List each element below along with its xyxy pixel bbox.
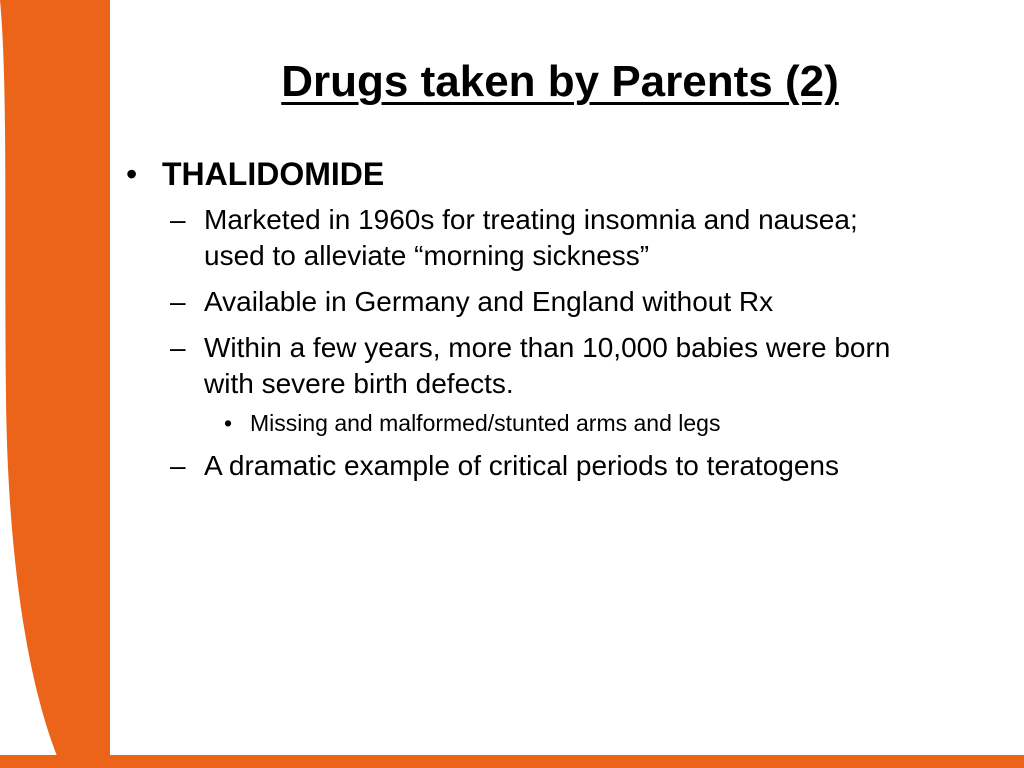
slide-title: Drugs taken by Parents (2) <box>281 57 839 106</box>
dash-marker: – <box>170 332 186 363</box>
bullet-list <box>126 152 1006 494</box>
sub-sub-bullet-text: Missing and malformed/stunted arms and legs <box>250 410 721 436</box>
bullet-marker: • <box>224 410 233 436</box>
sub-bullet-text: Available in Germany and England without Rx <box>204 286 774 317</box>
sub-bullet-item <box>170 284 1006 320</box>
bottom-orange-bar <box>0 755 1024 768</box>
sub-bullet-item <box>170 330 1006 402</box>
sub-bullet-text: A dramatic example of critical periods to teratogens <box>204 450 839 481</box>
sub-bullet-item <box>170 448 1006 484</box>
sub-sub-bullet-item <box>224 408 1006 438</box>
bullet-text: THALIDOMIDE <box>162 156 385 192</box>
bullet-marker: • <box>126 156 138 192</box>
dash-marker: – <box>170 286 186 317</box>
left-orange-band <box>0 0 110 768</box>
sub-bullet-item <box>170 202 1006 274</box>
dash-marker: – <box>170 450 186 481</box>
sub-bullet-text: Within a few years, more than 10,000 babies were born with severe birth defects. <box>204 332 891 399</box>
sub-bullet-text: Marketed in 1960s for treating insomnia and nausea; used to alleviate “morning sickness” <box>204 204 858 271</box>
dash-marker: – <box>170 204 186 235</box>
bullet-item <box>126 152 1006 196</box>
